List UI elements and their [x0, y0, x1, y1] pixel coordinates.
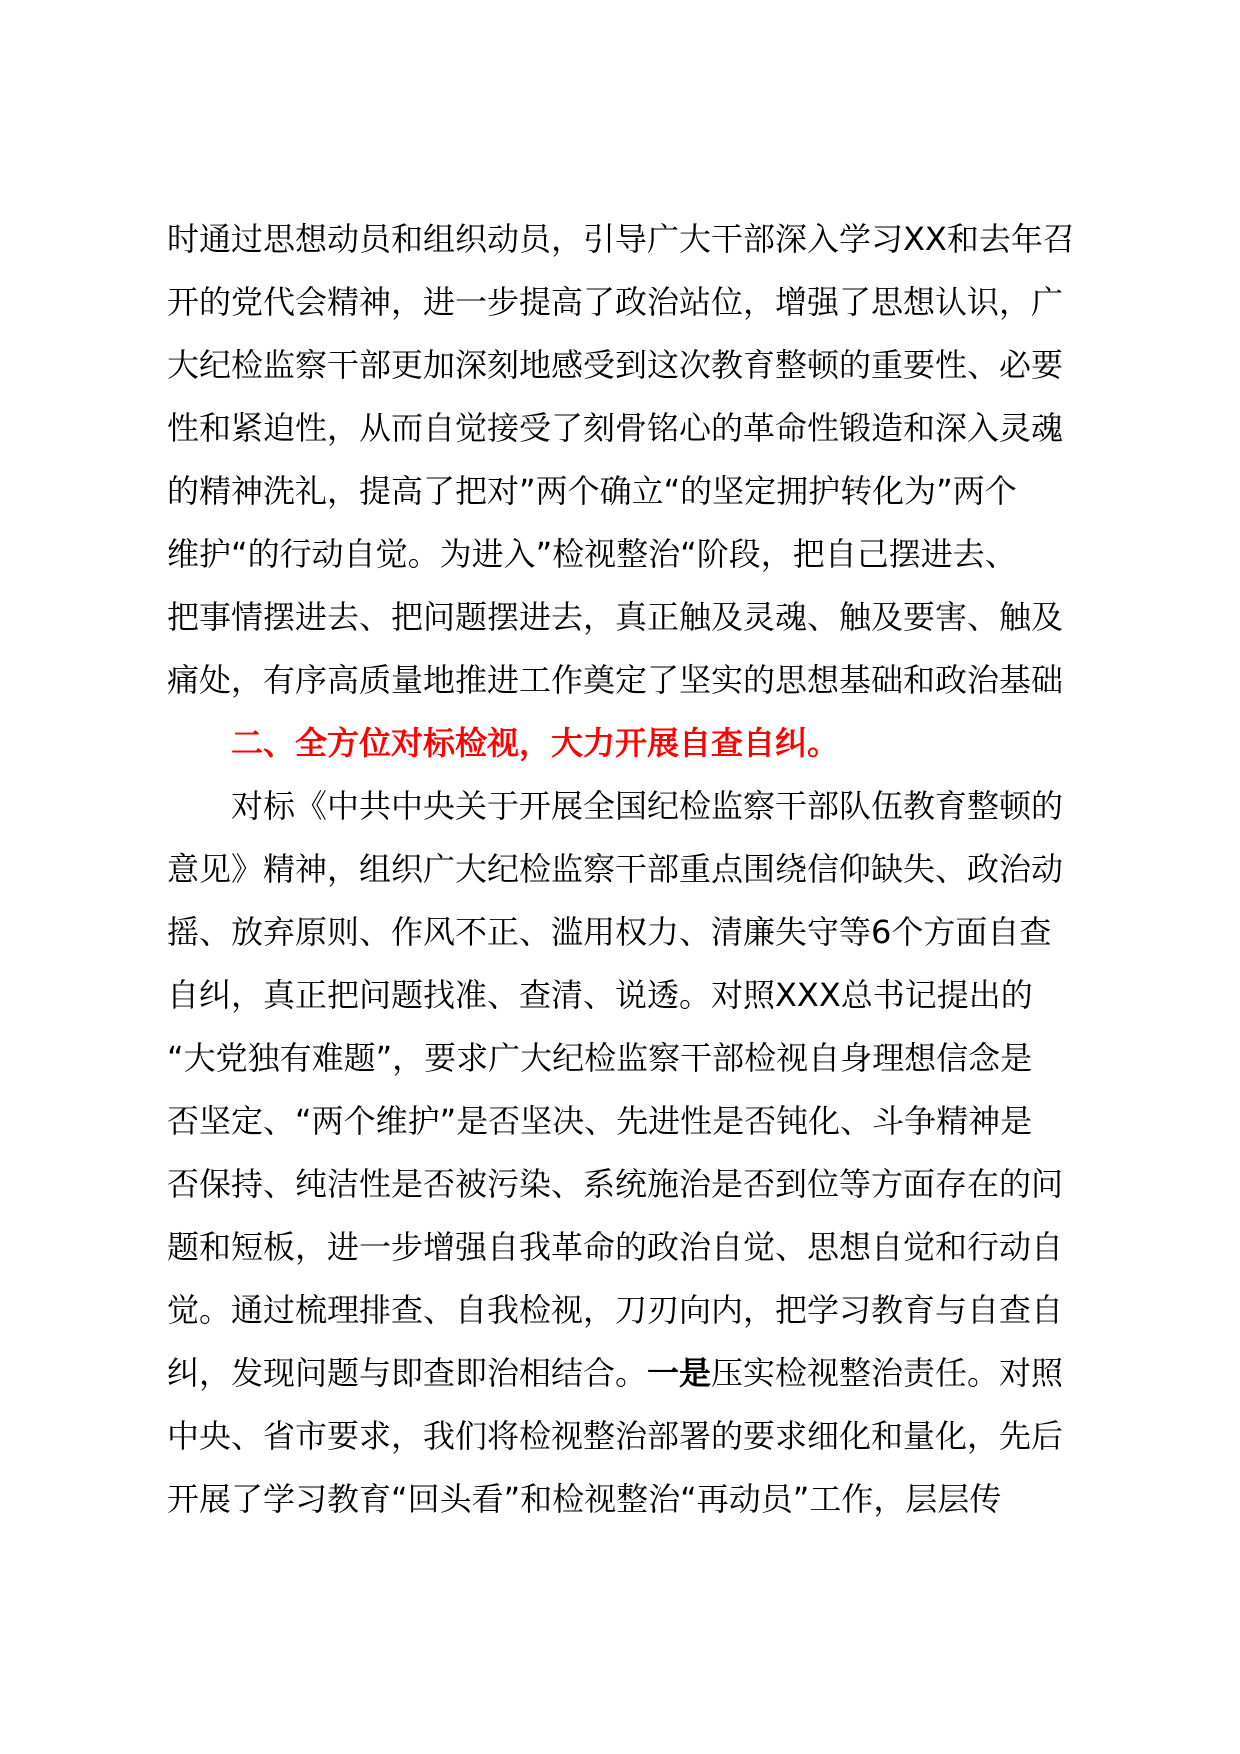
document-body: [167, 208, 1097, 1531]
paragraph-line: 意见》精神，组织广大纪检监察干部重点围绕信仰缺失、政治动: [167, 850, 1064, 888]
paragraph-line: 觉。通过梳理排查、自我检视，刀刃向内，把学习教育与自查自: [167, 1291, 1064, 1329]
paragraph-line: 中央、省市要求，我们将检视整治部署的要求细化和量化，先后: [167, 1417, 1064, 1455]
line-text: 纠，发现问题与即查即治相结合。: [167, 1354, 648, 1392]
paragraph-line: 对标《中共中央关于开展全国纪检监察干部队伍教育整顿的: [231, 787, 1064, 825]
bold-lead-in: 一是: [647, 1354, 712, 1392]
section-heading: 二、全方位对标检视，大力开展自查自纠。: [231, 724, 840, 762]
paragraph-line: 否坚定、“两个维护”是否坚决、先进性是否钝化、斗争精神是: [167, 1102, 1033, 1140]
paragraph-line: “大党独有难题”，要求广大纪检监察干部检视自身理想信念是: [167, 1039, 1033, 1077]
paragraph-line: 自纠，真正把问题找准、查清、说透。对照XXX总书记提出的: [167, 976, 1033, 1014]
paragraph-line: 性和紧迫性，从而自觉接受了刻骨铭心的革命性锻造和深入灵魂: [167, 409, 1064, 447]
paragraph-line: 大纪检监察干部更加深刻地感受到这次教育整顿的重要性、必要: [167, 346, 1064, 384]
paragraph-line: 维护“的行动自觉。为进入”检视整治“阶段，把自己摆进去、: [167, 535, 1017, 573]
paragraph-line: 时通过思想动员和组织动员，引导广大干部深入学习XX和去年召: [167, 220, 1075, 258]
paragraph-line: 摇、放弃原则、作风不正、滥用权力、清廉失守等6个方面自查: [167, 913, 1052, 951]
paragraph-line: 否保持、纯洁性是否被污染、系统施治是否到位等方面存在的问: [167, 1165, 1064, 1203]
paragraph-line: 开展了学习教育“回头看”和检视整治“再动员”工作，层层传: [167, 1480, 1002, 1518]
paragraph-line: 痛处，有序高质量地推进工作奠定了坚实的思想基础和政治基础: [167, 661, 1064, 699]
paragraph-line: 的精神洗礼，提高了把对”两个确立“的坚定拥护转化为”两个: [167, 472, 1017, 510]
paragraph-line: 把事情摆进去、把问题摆进去，真正触及灵魂、触及要害、触及: [167, 598, 1064, 636]
paragraph-line: 开的党代会精神，进一步提高了政治站位，增强了思想认识，广: [167, 283, 1064, 321]
paragraph-line: 题和短板，进一步增强自我革命的政治自觉、思想自觉和行动自: [167, 1228, 1064, 1266]
paragraph-line-mixed: [167, 1342, 1097, 1405]
line-text: 压实检视整治责任。对照: [711, 1354, 1064, 1392]
